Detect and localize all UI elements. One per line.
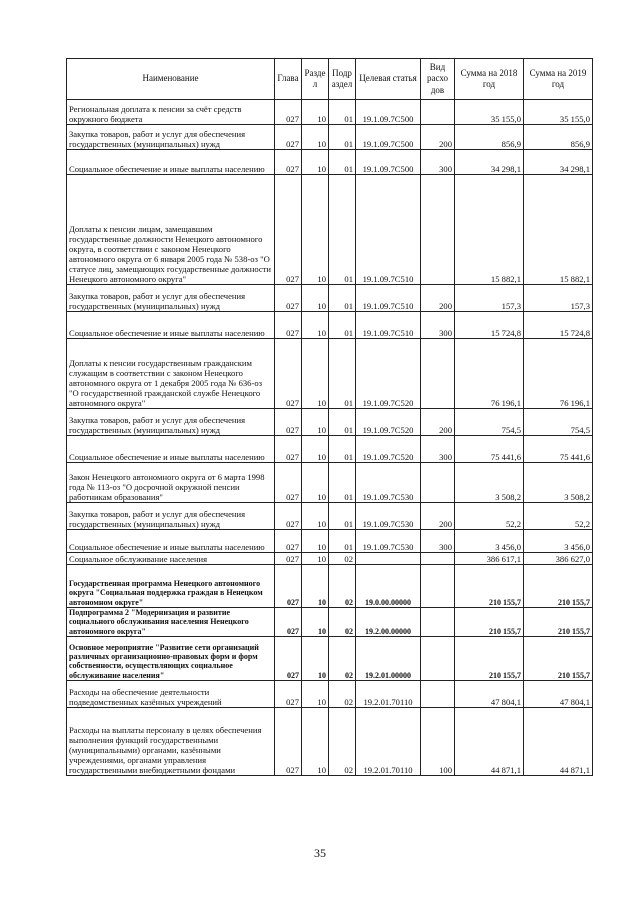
cell-chapter: 027 bbox=[275, 565, 302, 608]
cell-sum-2019: 15 724,8 bbox=[524, 312, 593, 339]
cell-section: 10 bbox=[302, 565, 329, 608]
cell-sum-2019: 76 196,1 bbox=[524, 339, 593, 409]
cell-sum-2018: 754,5 bbox=[455, 409, 524, 436]
cell-name: Закупка товаров, работ и услуг для обеспечения государственных (муниципальных) нужд bbox=[67, 409, 275, 436]
cell-name: Социальное обеспечение и иные выплаты населению bbox=[67, 436, 275, 463]
cell-sum-2018: 386 617,1 bbox=[455, 553, 524, 565]
cell-section: 10 bbox=[302, 125, 329, 150]
cell-name: Подпрограмма 2 "Модернизация и развитие социального обслуживания населения Ненецкого автономного округа" bbox=[67, 608, 275, 637]
cell-section: 10 bbox=[302, 463, 329, 503]
cell-section: 10 bbox=[302, 175, 329, 285]
cell-subsection: 01 bbox=[329, 175, 356, 285]
cell-type bbox=[421, 339, 455, 409]
cell-section: 10 bbox=[302, 708, 329, 776]
cell-chapter: 027 bbox=[275, 339, 302, 409]
cell-chapter: 027 bbox=[275, 637, 302, 681]
cell-sum-2019: 210 155,7 bbox=[524, 565, 593, 608]
table-row bbox=[67, 463, 593, 503]
cell-sum-2019: 157,3 bbox=[524, 285, 593, 312]
cell-target: 19.1.09.7С500 bbox=[356, 150, 421, 175]
table-row bbox=[67, 436, 593, 463]
cell-chapter: 027 bbox=[275, 530, 302, 553]
cell-subsection: 01 bbox=[329, 503, 356, 530]
cell-section: 10 bbox=[302, 553, 329, 565]
cell-section: 10 bbox=[302, 409, 329, 436]
cell-name: Расходы на выплаты персоналу в целях обеспечения выполнения функций государственными (муниципальными) органами, казёнными учреждениями, органами управления государственными внебюджетными фондами bbox=[67, 708, 275, 776]
table-row bbox=[67, 409, 593, 436]
cell-name: Социальное обеспечение и иные выплаты населению bbox=[67, 312, 275, 339]
table-row bbox=[67, 285, 593, 312]
table-row bbox=[67, 681, 593, 708]
cell-section: 10 bbox=[302, 637, 329, 681]
cell-target: 19.1.09.7С530 bbox=[356, 503, 421, 530]
cell-chapter: 027 bbox=[275, 125, 302, 150]
cell-chapter: 027 bbox=[275, 285, 302, 312]
table-row bbox=[67, 565, 593, 608]
cell-chapter: 027 bbox=[275, 175, 302, 285]
cell-chapter: 027 bbox=[275, 681, 302, 708]
cell-type: 300 bbox=[421, 150, 455, 175]
cell-type: 300 bbox=[421, 530, 455, 553]
table-row bbox=[67, 637, 593, 681]
cell-chapter: 027 bbox=[275, 608, 302, 637]
cell-subsection: 01 bbox=[329, 100, 356, 125]
cell-target: 19.0.00.00000 bbox=[356, 565, 421, 608]
cell-target: 19.2.01.00000 bbox=[356, 637, 421, 681]
cell-sum-2018: 210 155,7 bbox=[455, 608, 524, 637]
cell-section: 10 bbox=[302, 681, 329, 708]
cell-sum-2019: 75 441,6 bbox=[524, 436, 593, 463]
cell-name: Доплаты к пенсии государственным гражданским служащим в соответствии с законом Ненецкого автономного округа от 1 декабря 2005 года № 636-оз "О государственной гражданской службе Ненецкого автономного округа" bbox=[67, 339, 275, 409]
cell-target: 19.1.09.7С520 bbox=[356, 436, 421, 463]
cell-target: 19.1.09.7С500 bbox=[356, 125, 421, 150]
cell-name: Доплаты к пенсии лицам, замещавшим государственные должности Ненецкого автономного округа, в соответствии с законом Ненецкого автономного округа от 6 января 2005 года № 538-оз "О статусе лиц, замещающих государственные должности Ненецкого автономного округа" bbox=[67, 175, 275, 285]
cell-name: Социальное обеспечение и иные выплаты населению bbox=[67, 150, 275, 175]
header-name: Наименование bbox=[67, 59, 275, 100]
cell-type: 300 bbox=[421, 312, 455, 339]
table-row bbox=[67, 312, 593, 339]
cell-section: 10 bbox=[302, 339, 329, 409]
cell-type bbox=[421, 100, 455, 125]
cell-type: 200 bbox=[421, 285, 455, 312]
cell-subsection: 01 bbox=[329, 463, 356, 503]
cell-type bbox=[421, 463, 455, 503]
header-target: Целевая статья bbox=[356, 59, 421, 100]
cell-subsection: 02 bbox=[329, 608, 356, 637]
cell-name: Социальное обслуживание населения bbox=[67, 553, 275, 565]
cell-name: Основное мероприятие "Развитие сети организаций различных организационно-правовых форм и форм собственности, осуществляющих социальное обслуживание населения" bbox=[67, 637, 275, 681]
table-header bbox=[67, 59, 593, 100]
cell-subsection: 01 bbox=[329, 409, 356, 436]
table-row bbox=[67, 339, 593, 409]
cell-section: 10 bbox=[302, 285, 329, 312]
cell-section: 10 bbox=[302, 530, 329, 553]
cell-type bbox=[421, 637, 455, 681]
cell-sum-2019: 15 882,1 bbox=[524, 175, 593, 285]
budget-table bbox=[66, 58, 593, 776]
cell-section: 10 bbox=[302, 312, 329, 339]
cell-section: 10 bbox=[302, 150, 329, 175]
table-row bbox=[67, 100, 593, 125]
cell-sum-2018: 15 724,8 bbox=[455, 312, 524, 339]
cell-subsection: 02 bbox=[329, 553, 356, 565]
cell-target: 19.2.01.70110 bbox=[356, 708, 421, 776]
cell-section: 10 bbox=[302, 503, 329, 530]
cell-type: 200 bbox=[421, 125, 455, 150]
cell-section: 10 bbox=[302, 436, 329, 463]
cell-subsection: 01 bbox=[329, 339, 356, 409]
header-sum-2019: Сумма на 2019 год bbox=[524, 59, 593, 100]
cell-target: 19.1.09.7С520 bbox=[356, 339, 421, 409]
cell-sum-2018: 856,9 bbox=[455, 125, 524, 150]
cell-sum-2019: 3 508,2 bbox=[524, 463, 593, 503]
cell-sum-2018: 3 456,0 bbox=[455, 530, 524, 553]
cell-sum-2018: 47 804,1 bbox=[455, 681, 524, 708]
cell-subsection: 02 bbox=[329, 637, 356, 681]
cell-chapter: 027 bbox=[275, 409, 302, 436]
cell-sum-2018: 76 196,1 bbox=[455, 339, 524, 409]
cell-target: 19.1.09.7С520 bbox=[356, 409, 421, 436]
header-section: Разде л bbox=[302, 59, 329, 100]
cell-type bbox=[421, 175, 455, 285]
cell-sum-2018: 34 298,1 bbox=[455, 150, 524, 175]
cell-sum-2018: 3 508,2 bbox=[455, 463, 524, 503]
cell-chapter: 027 bbox=[275, 463, 302, 503]
cell-target bbox=[356, 553, 421, 565]
cell-sum-2019: 3 456,0 bbox=[524, 530, 593, 553]
cell-sum-2019: 35 155,0 bbox=[524, 100, 593, 125]
cell-target: 19.1.09.7С510 bbox=[356, 285, 421, 312]
cell-type bbox=[421, 565, 455, 608]
cell-chapter: 027 bbox=[275, 436, 302, 463]
table-row bbox=[67, 125, 593, 150]
cell-target: 19.1.09.7С510 bbox=[356, 312, 421, 339]
cell-sum-2019: 47 804,1 bbox=[524, 681, 593, 708]
cell-type: 300 bbox=[421, 436, 455, 463]
cell-sum-2019: 386 627,0 bbox=[524, 553, 593, 565]
cell-sum-2018: 210 155,7 bbox=[455, 637, 524, 681]
header-chapter: Глава bbox=[275, 59, 302, 100]
header-sum-2018: Сумма на 2018 год bbox=[455, 59, 524, 100]
cell-sum-2019: 44 871,1 bbox=[524, 708, 593, 776]
cell-sum-2018: 35 155,0 bbox=[455, 100, 524, 125]
cell-type: 100 bbox=[421, 708, 455, 776]
cell-subsection: 02 bbox=[329, 681, 356, 708]
cell-name: Расходы на обеспечение деятельности подведомственных казённых учреждений bbox=[67, 681, 275, 708]
cell-subsection: 01 bbox=[329, 285, 356, 312]
cell-sum-2019: 754,5 bbox=[524, 409, 593, 436]
table-row bbox=[67, 530, 593, 553]
table-row bbox=[67, 708, 593, 776]
cell-sum-2018: 44 871,1 bbox=[455, 708, 524, 776]
cell-target: 19.1.09.7С510 bbox=[356, 175, 421, 285]
header-type: Вид расхо дов bbox=[421, 59, 455, 100]
table-row bbox=[67, 553, 593, 565]
cell-subsection: 01 bbox=[329, 530, 356, 553]
cell-section: 10 bbox=[302, 608, 329, 637]
cell-sum-2019: 856,9 bbox=[524, 125, 593, 150]
cell-section: 10 bbox=[302, 100, 329, 125]
header-subsection: Подр аздел bbox=[329, 59, 356, 100]
table-row bbox=[67, 175, 593, 285]
cell-chapter: 027 bbox=[275, 553, 302, 565]
table-body bbox=[67, 100, 593, 776]
cell-chapter: 027 bbox=[275, 150, 302, 175]
cell-sum-2018: 210 155,7 bbox=[455, 565, 524, 608]
cell-sum-2018: 157,3 bbox=[455, 285, 524, 312]
cell-target: 19.1.09.7С530 bbox=[356, 463, 421, 503]
cell-name: Закупка товаров, работ и услуг для обеспечения государственных (муниципальных) нужд bbox=[67, 125, 275, 150]
cell-subsection: 02 bbox=[329, 565, 356, 608]
cell-sum-2019: 210 155,7 bbox=[524, 637, 593, 681]
cell-target: 19.2.00.00000 bbox=[356, 608, 421, 637]
cell-name: Закон Ненецкого автономного округа от 6 марта 1998 года № 113-оз "О досрочной окружной пенсии работникам образования" bbox=[67, 463, 275, 503]
cell-chapter: 027 bbox=[275, 503, 302, 530]
cell-target: 19.1.09.7С500 bbox=[356, 100, 421, 125]
cell-name: Закупка товаров, работ и услуг для обеспечения государственных (муниципальных) нужд bbox=[67, 285, 275, 312]
cell-target: 19.2.01.70110 bbox=[356, 681, 421, 708]
page-number: 35 bbox=[314, 846, 326, 860]
cell-type: 200 bbox=[421, 503, 455, 530]
cell-sum-2019: 210 155,7 bbox=[524, 608, 593, 637]
cell-sum-2018: 75 441,6 bbox=[455, 436, 524, 463]
cell-name: Закупка товаров, работ и услуг для обеспечения государственных (муниципальных) нужд bbox=[67, 503, 275, 530]
cell-chapter: 027 bbox=[275, 312, 302, 339]
cell-sum-2018: 15 882,1 bbox=[455, 175, 524, 285]
cell-subsection: 01 bbox=[329, 436, 356, 463]
cell-subsection: 01 bbox=[329, 312, 356, 339]
table-row bbox=[67, 503, 593, 530]
table-row bbox=[67, 150, 593, 175]
cell-type bbox=[421, 553, 455, 565]
cell-chapter: 027 bbox=[275, 100, 302, 125]
cell-subsection: 01 bbox=[329, 125, 356, 150]
table-row bbox=[67, 608, 593, 637]
cell-type: 200 bbox=[421, 409, 455, 436]
cell-name: Социальное обеспечение и иные выплаты населению bbox=[67, 530, 275, 553]
cell-subsection: 01 bbox=[329, 150, 356, 175]
cell-type bbox=[421, 681, 455, 708]
cell-name: Региональная доплата к пенсии за счёт средств окружного бюджета bbox=[67, 100, 275, 125]
cell-sum-2018: 52,2 bbox=[455, 503, 524, 530]
cell-target: 19.1.09.7С530 bbox=[356, 530, 421, 553]
cell-name: Государственная программа Ненецкого автономного округа "Социальная поддержка граждан в Ненецком автономном округе" bbox=[67, 565, 275, 608]
header-row bbox=[67, 59, 593, 100]
cell-sum-2019: 52,2 bbox=[524, 503, 593, 530]
cell-type bbox=[421, 608, 455, 637]
cell-sum-2019: 34 298,1 bbox=[524, 150, 593, 175]
cell-subsection: 02 bbox=[329, 708, 356, 776]
cell-chapter: 027 bbox=[275, 708, 302, 776]
